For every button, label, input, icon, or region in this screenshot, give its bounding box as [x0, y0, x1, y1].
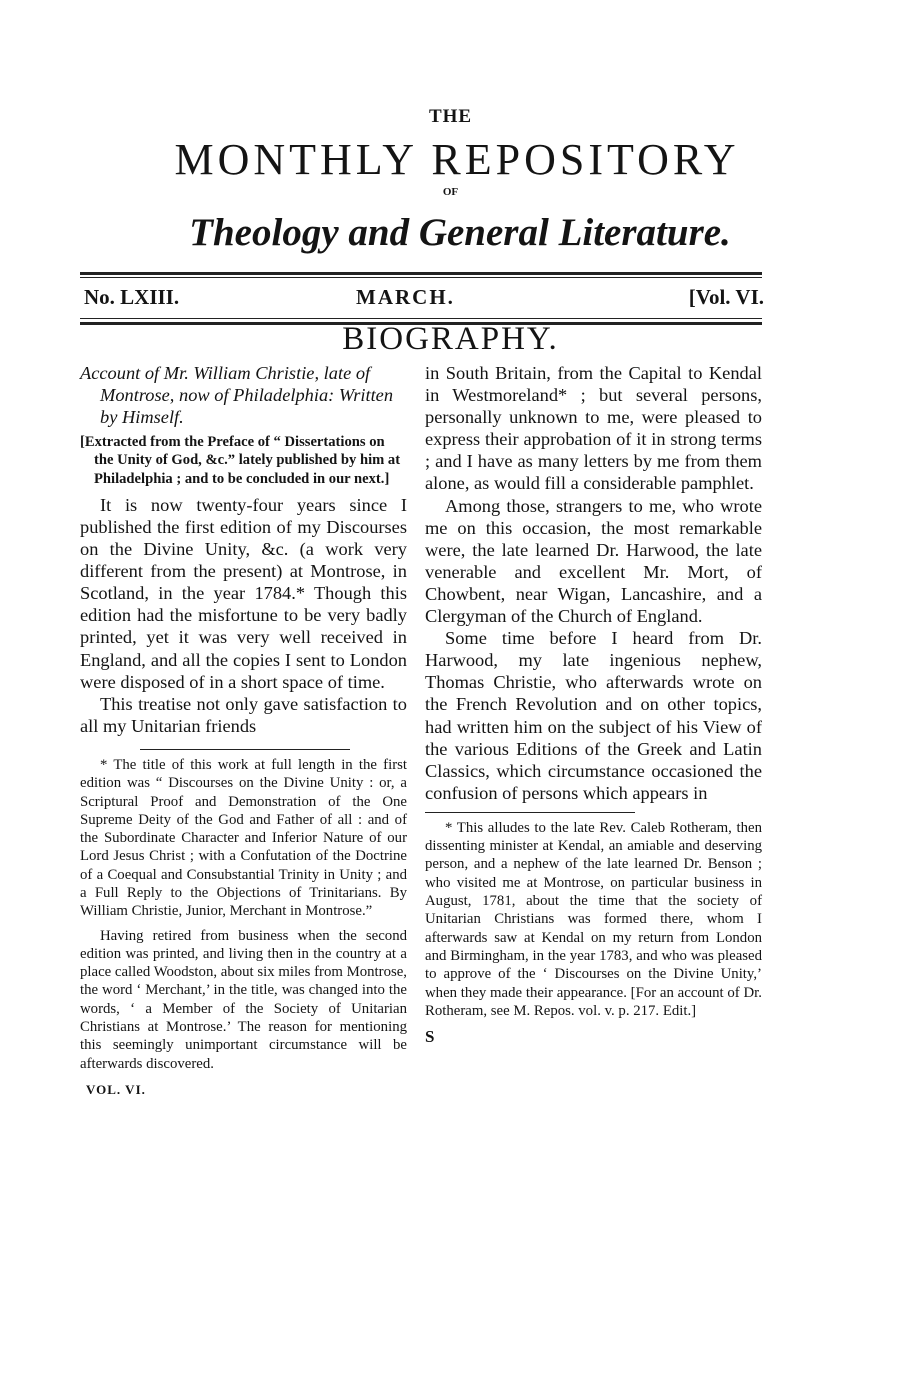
- body-paragraph: It is now twenty-four years since I published the first edition of my Discourses on the Divine Unity, &c. (a work very different from the present) at Montrose, in Scotland, in the year 1784.* Though this edition had the misfortune to be very badly printed, yet it was very well received in England, and all the copies I sent to London were disposed of in a short space of time.: [80, 494, 407, 692]
- body-paragraph: This treatise not only gave satisfaction to all my Unitarian friends: [80, 693, 407, 736]
- right-column: [425, 362, 762, 1048]
- masthead-rule-top: [80, 272, 762, 275]
- footnote: * The title of this work at full length in the first edition was “ Discourses on the Divine Unity : or, a Scriptural Proof and Demonstration of the One Supreme Deity of the God and Father of all : and of the Subordinate Character and Inferior Nature of our Lord Jesus Christ ; with a Confutation of the Doctrine of a Coequal and Consubstantial Trinity in Unity ; and a Full Reply to the Objections of Trinitarians. By William Christie, Junior, Merchant in Montrose.”: [80, 756, 407, 920]
- sheet-signature: S: [425, 1027, 436, 1047]
- masthead-the: THE: [428, 106, 473, 127]
- article-title: Account of Mr. William Christie, late of Montrose, now of Philadelphia: Written by Himself.: [80, 363, 394, 428]
- footnote-rule: [425, 812, 635, 813]
- body-paragraph: in South Britain, from the Capital to Kendal in Westmoreland* ; but several persons, personally unknown to me, were pleased to express their approbation of it in strong terms ; and I have as many letters by me from them alone, as would fill a considerable pamphlet.: [425, 363, 762, 494]
- masthead-rule-top-thin: [80, 277, 762, 278]
- section-heading: BIOGRAPHY.: [342, 321, 559, 357]
- issue-volume: [Vol. VI.: [688, 285, 764, 309]
- body-paragraph: Among those, strangers to me, who wrote me on this occasion, the most remarkable were, the late learned Dr. Harwood, the late venerable and excellent Mr. Mort, of Chowbent, near Wigan, Lancashire, and a Clergyman of the Church of England.: [425, 495, 762, 627]
- journal-subtitle: Theology and General Literature.: [189, 211, 731, 254]
- extract-note: [Extracted from the Preface of “ Dissertations on the Unity of God, &c.” lately published by him at Philadelphia ; and to be concluded in our next.]: [80, 434, 401, 487]
- issue-month: MARCH.: [356, 285, 455, 309]
- body-paragraph: Some time before I heard from Dr. Harwood, my late ingenious nephew, Thomas Christie, who afterwards wrote on the French Revolution and on other topics, had written him on the subject of his View of the various Editions of the Greek and Latin Classics, which circumstance occasioned the confusion of persons which appears in: [425, 628, 762, 803]
- left-column: [80, 362, 407, 1101]
- footnote-rule: [140, 749, 350, 750]
- issue-line: [84, 285, 764, 313]
- footnote: * This alludes to the late Rev. Caleb Rotheram, then dissenting minister at Kendal, an amiable and deserving person, and a nephew of the late learned Dr. Benson ; who visited me at Montrose, on particular business in August, 1781, about the time that the society of Unitarian Christians was formed there, whom I afterwards saw at Kendal on my return from London and Birmingham, in the year 1783, and who was pleased to approve of the ‘ Discourses on the Divine Unity,’ when they made their appearance. [For an account of Dr. Rotheram, see M. Repos. vol. v. p. 217. Edit.]: [425, 819, 762, 1019]
- issue-number: No. LXIII.: [84, 285, 180, 309]
- footnote-continued: Having retired from business when the second edition was printed, and living then in the country at a place called Woodston, about six miles from Montrose, the word ‘ Merchant,’ in the title, was changed into the words, ‘ a Member of the Society of Unitarian Christians at Montrose.’ The reason for mentioning this seemingly unimportant circumstance will be afterwards discovered.: [80, 927, 407, 1072]
- journal-title: MONTHLY REPOSITORY: [174, 135, 740, 184]
- volume-signature: VOL. VI.: [86, 1081, 146, 1097]
- masthead-or: OF: [442, 186, 459, 198]
